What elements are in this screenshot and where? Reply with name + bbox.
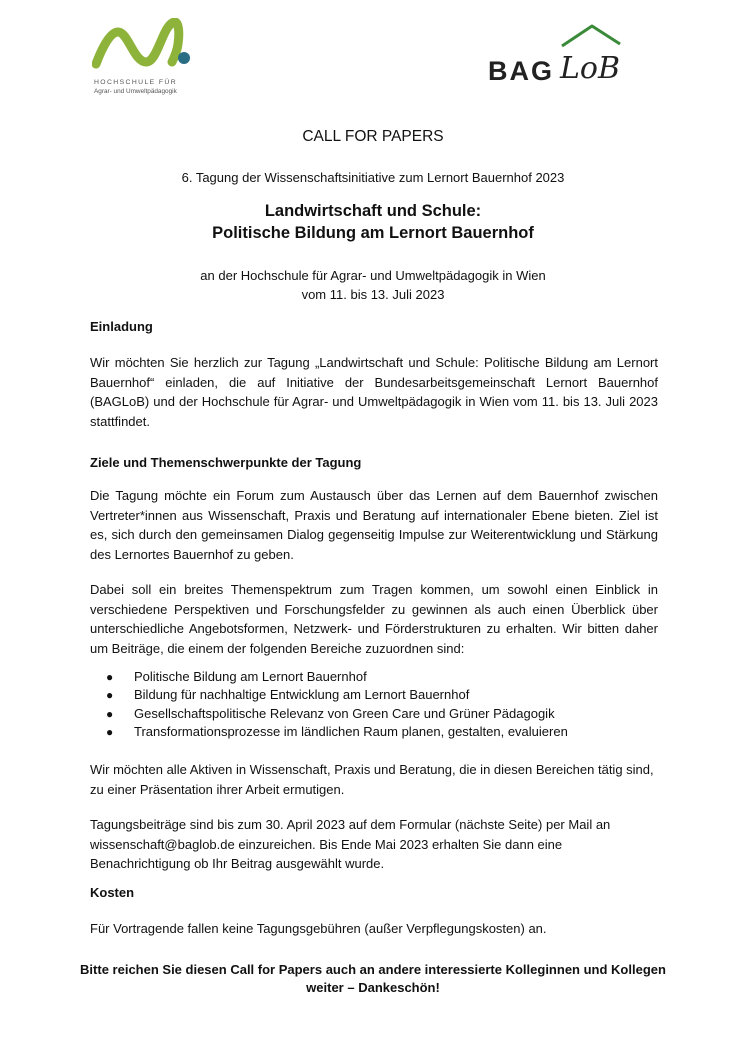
bullet-icon: ● xyxy=(106,706,114,721)
text-line: Wir möchten alle Aktiven in Wissenschaft, Praxis und Beratung, die in diesen Bereichen tätig sind, xyxy=(90,762,654,777)
list-item xyxy=(106,686,568,704)
hochschule-logo-mark xyxy=(92,18,202,78)
email-text-line: wissenschaft@baglob.de einzureichen. Bis Ende Mai 2023 erhalten Sie dann eine xyxy=(90,836,563,852)
closing-line-1: Bitte reichen Sie diesen Call for Papers auch an andere interessierte Kolleginnen und Kollegen xyxy=(80,962,666,977)
ziele-paragraph-3 xyxy=(90,760,658,799)
roof-icon xyxy=(562,26,620,46)
kosten-heading: Kosten xyxy=(90,885,135,900)
conference-subtitle: 6. Tagung der Wissenschaftsinitiative zum Lernort Bauernhof 2023 xyxy=(181,170,565,185)
list-item-text: Gesellschaftspolitische Relevanz von Green Care und Grüner Pädagogik xyxy=(134,705,555,721)
list-item-text: Transformationsprozesse im ländlichen Raum planen, gestalten, evaluieren xyxy=(134,724,568,740)
list-item xyxy=(106,705,568,723)
text-line: stattfindet. xyxy=(90,413,150,429)
list-item-text: Bildung für nachhaltige Entwicklung am Lernort Bauernhof xyxy=(134,687,470,703)
topic-list xyxy=(106,668,568,742)
text-line: des Lernortes Bauernhof zu geben. xyxy=(90,546,294,562)
date-line: vom 11. bis 13. Juli 2023 xyxy=(301,287,445,302)
hochschule-logo-line1: HOCHSCHULE FÜR xyxy=(94,79,178,86)
text-line: Benachrichtigung ob Ihr Beitrag ausgewählt wurde. xyxy=(90,856,385,872)
bullet-icon: ● xyxy=(106,688,114,703)
ziele-heading: Ziele und Themenschwerpunkte der Tagung xyxy=(90,455,362,470)
list-item xyxy=(106,723,568,741)
einladung-heading: Einladung xyxy=(90,319,153,334)
kosten-text: Für Vortragende fallen keine Tagungsgebühren (außer Verpflegungskosten) an. xyxy=(90,921,547,936)
text-line: Die Tagung möchte ein Forum zum Austausch über das Lernen auf dem Bauernhof zwischen xyxy=(90,488,658,503)
list-item-text: Politische Bildung am Lernort Bauernhof xyxy=(134,669,367,684)
text-line: (BAGLoB) und der Hochschule für Agrar- und Umweltpädagogik in Wien vom 11. bis 13. Juli 2023 xyxy=(90,394,658,410)
closing-line-2: weiter – Dankeschön! xyxy=(306,980,440,995)
text-line: unterschiedliche Angebotsformen, Netzwerk- und Förderstrukturen zu erhalten. Wir bitten daher xyxy=(90,621,658,637)
text-line: Bauernhof“ einladen, die auf Initiative der Bundesarbeitsgemeinschaft Lernort Bauernhof xyxy=(90,374,658,390)
baglob-logo-mark xyxy=(488,22,652,84)
title-line-1: Landwirtschaft und Schule: xyxy=(264,202,482,220)
text-line: um Beiträge, die einem der folgenden Bereiche zuzuordnen sind: xyxy=(90,640,465,656)
bullet-icon: ● xyxy=(106,670,114,684)
text-line: Vertreter*innen aus Wissenschaft, Praxis und Beratung auf internationaler Ebene bieten. Ziel ist xyxy=(90,507,658,523)
text-line: Wir möchten Sie herzlich zur Tagung „Landwirtschaft und Schule: Politische Bildung am Lernort xyxy=(90,355,658,370)
bullet-icon: ● xyxy=(106,725,114,740)
location-line-1: an der Hochschule für Agrar- und Umweltpädagogik in Wien xyxy=(200,268,546,283)
text-line: zu einer Präsentation ihrer Arbeit ermutigen. xyxy=(90,781,345,797)
list-item xyxy=(106,668,568,686)
hochschule-logo-line2: Agrar- und Umweltpädagogik xyxy=(94,88,177,95)
hochschule-logo xyxy=(92,18,202,95)
text-line: verschiedene Perspektiven und Forschungsfelder zu gewinnen als auch einen Überblick über xyxy=(90,601,658,617)
baglob-logo-prefix: BAG xyxy=(488,56,554,86)
ziele-paragraph-2 xyxy=(90,580,658,658)
einladung-paragraph xyxy=(90,353,658,431)
logo-dot xyxy=(178,52,190,64)
baglob-logo-suffix: LoB xyxy=(560,51,621,84)
title-line-2: Politische Bildung am Lernort Bauernhof xyxy=(212,224,534,242)
wave-shape xyxy=(96,22,179,64)
text-line: es, sich durch den gemeinsamen Dialog gegenseitig Impulse zur Weiterentwicklung und Stärkung xyxy=(90,527,658,543)
baglob-logo xyxy=(488,22,652,84)
text-line: Tagungsbeiträge sind bis zum 30. April 2023 auf dem Formular (nächste Seite) per Mail an xyxy=(90,817,611,832)
ziele-paragraph-4 xyxy=(90,815,658,874)
ziele-paragraph-1 xyxy=(90,486,658,564)
call-for-papers-heading: CALL FOR PAPERS xyxy=(302,128,444,145)
text-line: Dabei soll ein breites Themenspektrum zum Tragen kommen, um sowohl einen Einblick in xyxy=(90,582,658,597)
